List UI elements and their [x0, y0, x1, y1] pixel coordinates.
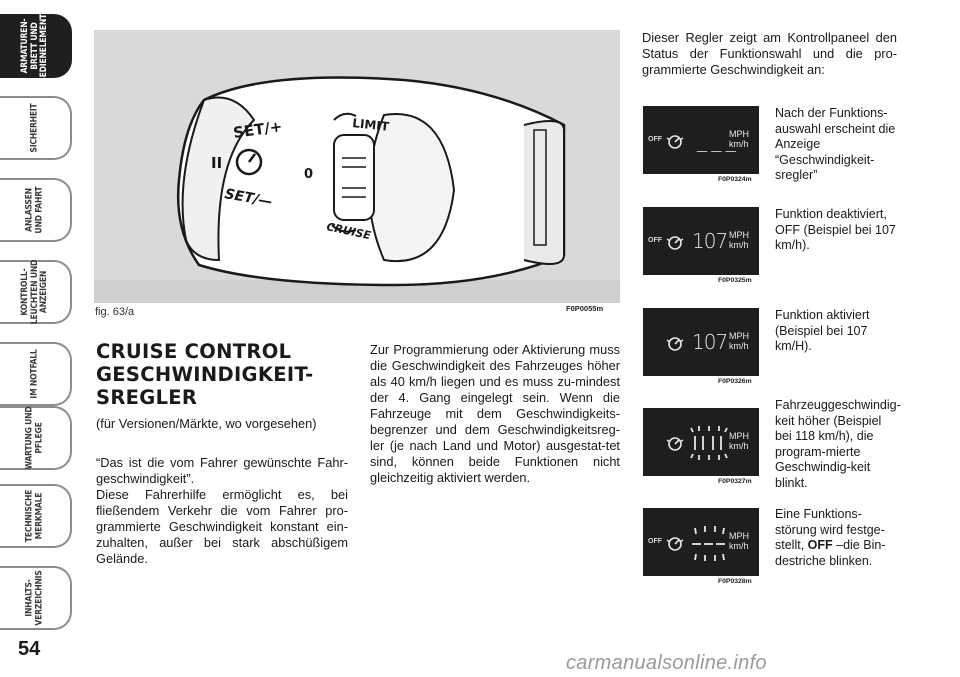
- tab-sicherheit[interactable]: [0, 96, 72, 160]
- display-description: Funktion aktiviert (Beispiel bei 107 km/H).: [775, 308, 870, 353]
- kmh-label: km/h: [729, 240, 749, 250]
- cruise-gauge-icon: [665, 335, 685, 351]
- lever-illustration: [94, 30, 620, 303]
- displays-intro: Dieser Regler zeigt am Kontrollpaneel den Status der Funktionswahl und die pro-grammierte Geschwindigkeit an:: [642, 30, 897, 77]
- tab-label: IM NOTFALL: [29, 349, 40, 399]
- display-panel-selected: [643, 106, 759, 174]
- display-code: F0P0327m: [718, 478, 752, 485]
- tab-anlassen[interactable]: [0, 178, 72, 242]
- display-panel-deactivated: [643, 207, 759, 275]
- speed-units: [729, 331, 749, 351]
- cruise-gauge-icon: [665, 435, 685, 451]
- display-panel-fault: [643, 508, 759, 576]
- paragraph: “Das ist die vom Fahrer gewünschte Fahr-geschwindigkeit”.: [96, 455, 348, 486]
- limit-label: LIMIT: [351, 116, 390, 134]
- off-indicator: OFF: [648, 136, 662, 143]
- mph-label: MPH: [729, 331, 749, 341]
- section-subtitle: (für Versionen/Märkte, wo vorgesehen): [96, 416, 317, 431]
- body-text-middle: Zur Programmierung oder Aktivierung muss die Geschwindigkeit des Fahrzeuges höher als 40 km/h liegen und es muss zu-mindest der 4. Gang eingelegt sein. Wenn die Fahrzeuge mit dem Geschwindigkeits-begrenzer und dem Geschwindigkeitsreg-ler (je nach Land und Motor) ausgestat-tet sind, können beide Funktionen nicht gleichzeitig aktiviert werden.: [370, 342, 620, 485]
- cruise-gauge-icon: [665, 234, 685, 250]
- tab-label: WARTUNG UND PFLEGE: [24, 406, 44, 470]
- title-line: SREGLER: [96, 386, 198, 409]
- display-code: F0P0328m: [718, 578, 752, 585]
- cruise-label: CRUISE: [325, 220, 373, 243]
- tab-label: SICHERHEIT: [29, 103, 40, 153]
- display-code: F0P0324m: [718, 176, 752, 183]
- tab-label: INHALTS- VERZEICHNIS: [24, 570, 44, 626]
- mph-label: MPH: [729, 431, 749, 441]
- tab-notfall[interactable]: [0, 342, 72, 406]
- display-code: F0P0326m: [718, 378, 752, 385]
- zero-label: 0: [304, 167, 314, 182]
- speed-units: [729, 230, 749, 250]
- kmh-label: km/h: [729, 341, 749, 351]
- blinking-dashes-icon: [689, 522, 729, 564]
- tab-label: ANLASSEN UND FAHRT: [24, 186, 44, 234]
- display-panel-blinking-speed: [643, 408, 759, 476]
- mph-label: MPH: [729, 531, 749, 541]
- cruise-gauge-icon: [665, 133, 685, 149]
- speed-units: [729, 431, 749, 451]
- display-description: Nach der Funktions-auswahl erscheint die Anzeige “Geschwindigkeit-sregler”: [775, 106, 896, 182]
- kmh-label: km/h: [729, 139, 749, 149]
- tab-label: ARMATUREN- BRETT UND BEDIENELEMENTE: [19, 8, 49, 83]
- kmh-label: km/h: [729, 541, 749, 551]
- mph-label: MPH: [729, 230, 749, 240]
- paragraph: Diese Fahrerhilfe ermöglicht es, bei fließendem Verkehr die vom Fahrer pro-grammierte Geschwindigkeit konstant ein-zuhalten, außer bei stark abschüßigem Gelände.: [96, 487, 348, 566]
- desc-part: Eine Funktions-störung wird festge-stellt,: [775, 507, 885, 552]
- tab-inhaltsverzeichnis[interactable]: [0, 566, 72, 630]
- display-panel-activated: [643, 308, 759, 376]
- figure-caption: fig. 63/a: [95, 306, 135, 318]
- speed-units: [729, 129, 749, 149]
- kmh-label: km/h: [729, 441, 749, 451]
- title-line: CRUISE CONTROL: [96, 340, 292, 363]
- title-line: GESCHWINDIGKEIT-: [96, 363, 314, 386]
- display-code: F0P0325m: [718, 277, 752, 284]
- tab-technische-merkmale[interactable]: [0, 484, 72, 548]
- watermark: carmanualsonline.info: [566, 652, 767, 674]
- tab-kontrollleuchten[interactable]: [0, 260, 72, 324]
- set-plus-label: SET/+: [232, 117, 284, 142]
- page-number: 54: [18, 638, 41, 660]
- tab-label: TECHNISCHE MERKMALE: [24, 489, 44, 543]
- tab-armaturenbrett[interactable]: [0, 8, 72, 83]
- cruise-gauge-icon: [665, 535, 685, 551]
- off-indicator: OFF: [648, 237, 662, 244]
- off-indicator: OFF: [648, 538, 662, 545]
- tab-wartung[interactable]: [0, 406, 72, 470]
- mph-label: MPH: [729, 129, 749, 139]
- section-title: [96, 340, 356, 409]
- display-description: [775, 507, 900, 569]
- pause-label: II: [211, 154, 223, 172]
- display-description: Funktion deaktiviert, OFF (Beispiel bei 107 km/h).: [775, 207, 896, 252]
- speed-digits: _ _ _: [697, 128, 735, 152]
- speed-units: [729, 531, 749, 551]
- figure-code: F0P0055m: [566, 304, 604, 313]
- speed-digits: 107: [692, 229, 728, 253]
- cruise-control-lever-figure: [94, 30, 620, 303]
- desc-part: –die Bin-destriche blinken.: [775, 538, 886, 568]
- blinking-digits-icon: [689, 422, 729, 464]
- tab-label: KONTROLL- LEUCHTEN UND ANZEIGEN: [19, 259, 49, 325]
- desc-off-bold: OFF: [807, 538, 833, 552]
- display-description: Fahrzeuggeschwindig-keit höher (Beispiel bei 118 km/h), die program-mierte Geschwindig-keit blinkt.: [775, 398, 901, 490]
- body-text-left: [96, 455, 348, 567]
- set-minus-label: SET/—: [223, 186, 274, 211]
- speed-digits: 107: [692, 330, 728, 354]
